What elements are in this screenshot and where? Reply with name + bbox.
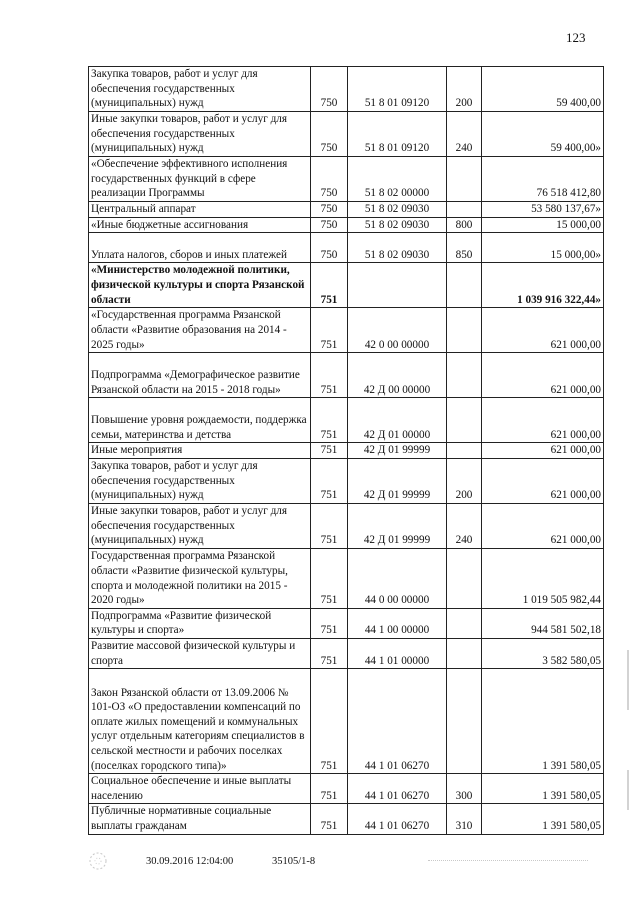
table-row (89, 202, 604, 218)
row-csr: 44 0 00 00000 (348, 548, 447, 608)
row-ved: 751 (311, 503, 348, 548)
table-row (89, 669, 604, 774)
row-csr: 42 Д 01 99999 (348, 443, 447, 459)
row-vr (447, 353, 482, 398)
row-ved: 750 (311, 112, 348, 157)
row-name: Государственная программа Рязанской области «Развитие физической культуры, спорта и молодежной политики на 2015 - 2020 годы» (89, 548, 311, 608)
row-csr: 44 1 01 06270 (348, 774, 447, 804)
row-csr: 51 8 02 00000 (348, 157, 447, 202)
row-name: Иные закупки товаров, работ и услуг для обеспечения государственных (муниципальных) нужд (89, 503, 311, 548)
row-csr: 44 1 00 00000 (348, 608, 447, 638)
row-ved: 751 (311, 458, 348, 503)
row-sum: 15 000,00» (482, 233, 604, 263)
row-vr (447, 669, 482, 774)
row-sum: 621 000,00 (482, 308, 604, 353)
row-vr: 200 (447, 67, 482, 112)
row-vr: 300 (447, 774, 482, 804)
row-vr (447, 608, 482, 638)
row-ved: 751 (311, 638, 348, 668)
row-name: Социальное обеспечение и иные выплаты населению (89, 774, 311, 804)
row-csr: 51 8 01 09120 (348, 112, 447, 157)
row-name: «Государственная программа Рязанской области «Развитие образования на 2014 - 2025 годы» (89, 308, 311, 353)
row-ved: 751 (311, 774, 348, 804)
row-sum: 944 581 502,18 (482, 608, 604, 638)
row-sum: 1 391 580,05 (482, 669, 604, 774)
row-vr (447, 548, 482, 608)
row-sum: 621 000,00 (482, 503, 604, 548)
row-sum: 1 391 580,05 (482, 774, 604, 804)
row-vr (447, 398, 482, 443)
row-sum: 53 580 137,67» (482, 202, 604, 218)
row-sum: 1 039 916 322,44» (482, 263, 604, 308)
row-csr: 44 1 01 06270 (348, 669, 447, 774)
table-row (89, 112, 604, 157)
row-name: Повышение уровня рождаемости, поддержка семьи, материнства и детства (89, 398, 311, 443)
table-row (89, 233, 604, 263)
row-vr (447, 443, 482, 459)
budget-table (88, 66, 604, 835)
row-csr: 44 1 01 06270 (348, 804, 447, 834)
row-vr: 800 (447, 217, 482, 233)
table-row (89, 458, 604, 503)
row-vr (447, 202, 482, 218)
budget-table-body (89, 67, 604, 835)
table-row (89, 608, 604, 638)
row-sum: 621 000,00 (482, 458, 604, 503)
table-row (89, 548, 604, 608)
row-vr (447, 263, 482, 308)
row-ved: 750 (311, 157, 348, 202)
row-ved: 750 (311, 217, 348, 233)
row-csr: 42 Д 01 99999 (348, 458, 447, 503)
row-csr: 51 8 02 09030 (348, 217, 447, 233)
row-ved: 751 (311, 669, 348, 774)
table-row (89, 774, 604, 804)
row-ved: 750 (311, 233, 348, 263)
row-csr: 51 8 02 09030 (348, 233, 447, 263)
row-csr: 44 1 01 00000 (348, 638, 447, 668)
row-csr (348, 263, 447, 308)
row-ved: 751 (311, 353, 348, 398)
row-name: Уплата налогов, сборов и иных платежей (89, 233, 311, 263)
row-name: Закупка товаров, работ и услуг для обеспечения государственных (муниципальных) нужд (89, 67, 311, 112)
row-vr (447, 308, 482, 353)
row-sum: 59 400,00 (482, 67, 604, 112)
table-row (89, 804, 604, 834)
row-name: «Иные бюджетные ассигнования (89, 217, 311, 233)
row-name: Развитие массовой физической культуры и спорта (89, 638, 311, 668)
row-name: «Обеспечение эффективного исполнения государственных функций в сфере реализации Программы (89, 157, 311, 202)
row-csr: 42 Д 01 99999 (348, 503, 447, 548)
row-ved: 751 (311, 308, 348, 353)
row-name: Закон Рязанской области от 13.09.2006 № 101-ОЗ «О предоставлении компенсаций по оплате жилых помещений и коммунальных услуг отдельным категориям специалистов в сельской местности и рабочих поселках (поселках городского типа)» (89, 669, 311, 774)
table-row (89, 638, 604, 668)
table-row (89, 398, 604, 443)
faint-signature-mark (428, 860, 588, 865)
table-row (89, 443, 604, 459)
row-ved: 751 (311, 398, 348, 443)
scan-edge-mark (627, 650, 629, 710)
table-row (89, 263, 604, 308)
table-row (89, 217, 604, 233)
row-name: Подпрограмма «Развитие физической культуры и спорта» (89, 608, 311, 638)
table-row (89, 157, 604, 202)
row-csr: 42 Д 01 00000 (348, 398, 447, 443)
row-vr: 240 (447, 112, 482, 157)
row-csr: 42 0 00 00000 (348, 308, 447, 353)
row-sum: 621 000,00 (482, 398, 604, 443)
table-row (89, 308, 604, 353)
table-row (89, 503, 604, 548)
row-name: Подпрограмма «Демографическое развитие Рязанской области на 2015 - 2018 годы» (89, 353, 311, 398)
row-ved: 751 (311, 804, 348, 834)
row-vr (447, 638, 482, 668)
table-row (89, 67, 604, 112)
row-sum: 59 400,00» (482, 112, 604, 157)
row-csr: 51 8 01 09120 (348, 67, 447, 112)
row-sum: 3 582 580,05 (482, 638, 604, 668)
row-sum: 15 000,00 (482, 217, 604, 233)
row-sum: 1 019 505 982,44 (482, 548, 604, 608)
row-csr: 42 Д 00 00000 (348, 353, 447, 398)
row-name: «Министерство молодежной политики, физической культуры и спорта Рязанской области (89, 263, 311, 308)
row-sum: 621 000,00 (482, 353, 604, 398)
row-ved: 751 (311, 608, 348, 638)
row-ved: 750 (311, 67, 348, 112)
table-row (89, 353, 604, 398)
footer-doc-number: 35105/1-8 (272, 856, 316, 867)
scan-edge-mark (627, 770, 629, 810)
row-name: Иные закупки товаров, работ и услуг для обеспечения государственных (муниципальных) нужд (89, 112, 311, 157)
page-number: 123 (566, 30, 586, 45)
row-name: Центральный аппарат (89, 202, 311, 218)
row-vr: 310 (447, 804, 482, 834)
footer-timestamp: 30.09.2016 12:04:00 (146, 856, 234, 867)
row-vr: 240 (447, 503, 482, 548)
row-vr: 200 (447, 458, 482, 503)
row-name: Закупка товаров, работ и услуг для обеспечения государственных (муниципальных) нужд (89, 458, 311, 503)
row-ved: 751 (311, 443, 348, 459)
stamp-icon (86, 850, 110, 872)
row-name: Иные мероприятия (89, 443, 311, 459)
row-sum: 1 391 580,05 (482, 804, 604, 834)
row-sum: 76 518 412,80 (482, 157, 604, 202)
row-csr: 51 8 02 09030 (348, 202, 447, 218)
row-ved: 751 (311, 548, 348, 608)
row-ved: 750 (311, 202, 348, 218)
row-ved: 751 (311, 263, 348, 308)
row-vr: 850 (447, 233, 482, 263)
row-sum: 621 000,00 (482, 443, 604, 459)
row-vr (447, 157, 482, 202)
row-name: Публичные нормативные социальные выплаты гражданам (89, 804, 311, 834)
